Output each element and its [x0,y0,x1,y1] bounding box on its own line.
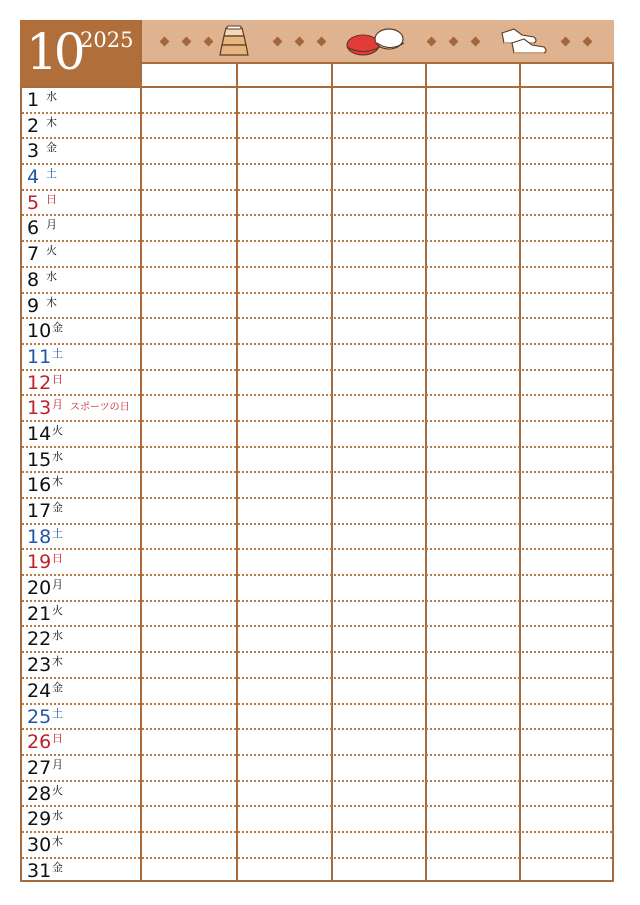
day-row [22,730,612,756]
day-row [22,139,612,165]
day-row [22,88,612,114]
weekday-label: 水 [52,629,63,643]
day-number: 30 [27,833,52,856]
day-row [22,268,612,294]
day-row [22,679,612,705]
diamond-ornament [427,37,437,47]
weekday-label: 土 [52,706,63,720]
day-row [22,473,612,499]
weekday-label: 水 [52,449,63,463]
day-number: 28 [27,782,52,805]
diamond-ornament [583,37,593,47]
day-number: 2 [27,114,40,137]
day-row [22,576,612,602]
day-number: 10 [27,320,52,343]
day-number: 26 [27,731,52,754]
weekday-label: 水 [46,90,57,103]
diamond-ornament [471,37,481,47]
weekday-label: 金 [52,680,63,694]
day-number: 15 [27,448,52,471]
year-label: 2025 [80,28,134,52]
diamond-ornament [182,37,192,47]
weekday-label: 日 [52,372,63,386]
day-number: 25 [27,705,52,728]
sneakers-icon [498,23,552,59]
weekday-label: 木 [52,475,63,489]
diamond-ornament [449,37,459,47]
day-number: 29 [27,808,52,831]
day-number: 21 [27,602,52,625]
diamond-ornament [295,37,305,47]
day-row [22,191,612,217]
day-rows [22,88,612,884]
weekday-label: 月 [52,398,63,412]
divider [141,62,614,64]
day-number: 3 [27,140,40,163]
day-row [22,859,612,885]
day-row [22,396,612,422]
day-number: 23 [27,654,52,677]
weekday-label: 火 [46,244,57,258]
weekday-label: 火 [52,423,63,437]
diamond-ornament [160,37,170,47]
day-number: 19 [27,551,52,574]
day-number: 22 [27,628,52,651]
weekday-label: 水 [52,809,63,823]
day-number: 1 [27,89,40,111]
caps-icon [344,25,410,57]
day-number: 12 [27,371,52,394]
day-row [22,242,612,268]
day-number: 18 [27,525,52,548]
weekday-label: 火 [52,603,63,617]
weekday-label: 木 [46,115,57,129]
day-row [22,550,612,576]
diamond-ornament [561,37,571,47]
weekday-label: 月 [46,218,57,232]
weekday-label: 日 [46,192,57,206]
day-number: 31 [27,859,52,882]
day-row [22,294,612,320]
day-row [22,756,612,782]
weekday-label: 土 [46,167,57,181]
weekday-label: 木 [52,834,63,848]
day-row [22,345,612,371]
diamond-ornament [273,37,283,47]
holiday-label: スポーツの日 [70,402,130,414]
day-row [22,499,612,525]
day-number: 14 [27,422,52,445]
month-header [20,20,141,87]
day-row [22,422,612,448]
day-row [22,448,612,474]
day-row [22,653,612,679]
weekday-label: 土 [52,526,63,540]
day-row [22,627,612,653]
diamond-ornament [317,37,327,47]
weekday-label: 月 [52,757,63,771]
weekday-label: 金 [46,141,57,155]
weekday-label: 日 [52,552,63,566]
day-number: 16 [27,474,52,497]
weekday-label: 火 [52,783,63,797]
day-row [22,525,612,551]
vaulting-box-icon [217,24,251,58]
weekday-label: 水 [46,269,57,283]
weekday-label: 金 [52,321,63,335]
illustration-banner [141,20,614,62]
day-number: 27 [27,756,52,779]
weekday-label: 月 [52,578,63,592]
day-row [22,705,612,731]
day-number: 11 [27,345,52,368]
day-number: 7 [27,243,40,266]
day-row [22,833,612,859]
day-row [22,165,612,191]
day-row [22,602,612,628]
day-number: 9 [27,294,40,317]
day-row [22,216,612,242]
day-row [22,371,612,397]
day-row [22,319,612,345]
day-number: 24 [27,679,52,702]
weekday-label: 金 [52,501,63,514]
weekday-label: 土 [52,346,63,360]
day-number: 6 [27,217,40,240]
day-row [22,807,612,833]
day-number: 17 [27,500,52,522]
weekday-label: 金 [52,860,63,874]
day-number: 5 [27,191,40,214]
day-number: 8 [27,268,40,291]
weekday-label: 木 [52,655,63,669]
day-row [22,782,612,808]
day-number: 20 [27,577,52,600]
month-number: 10 [26,23,82,81]
weekday-label: 日 [52,732,63,746]
diamond-ornament [204,37,214,47]
day-row [22,114,612,140]
weekday-label: 木 [46,295,57,309]
day-number: 4 [27,166,40,189]
day-number: 13 [27,397,52,420]
